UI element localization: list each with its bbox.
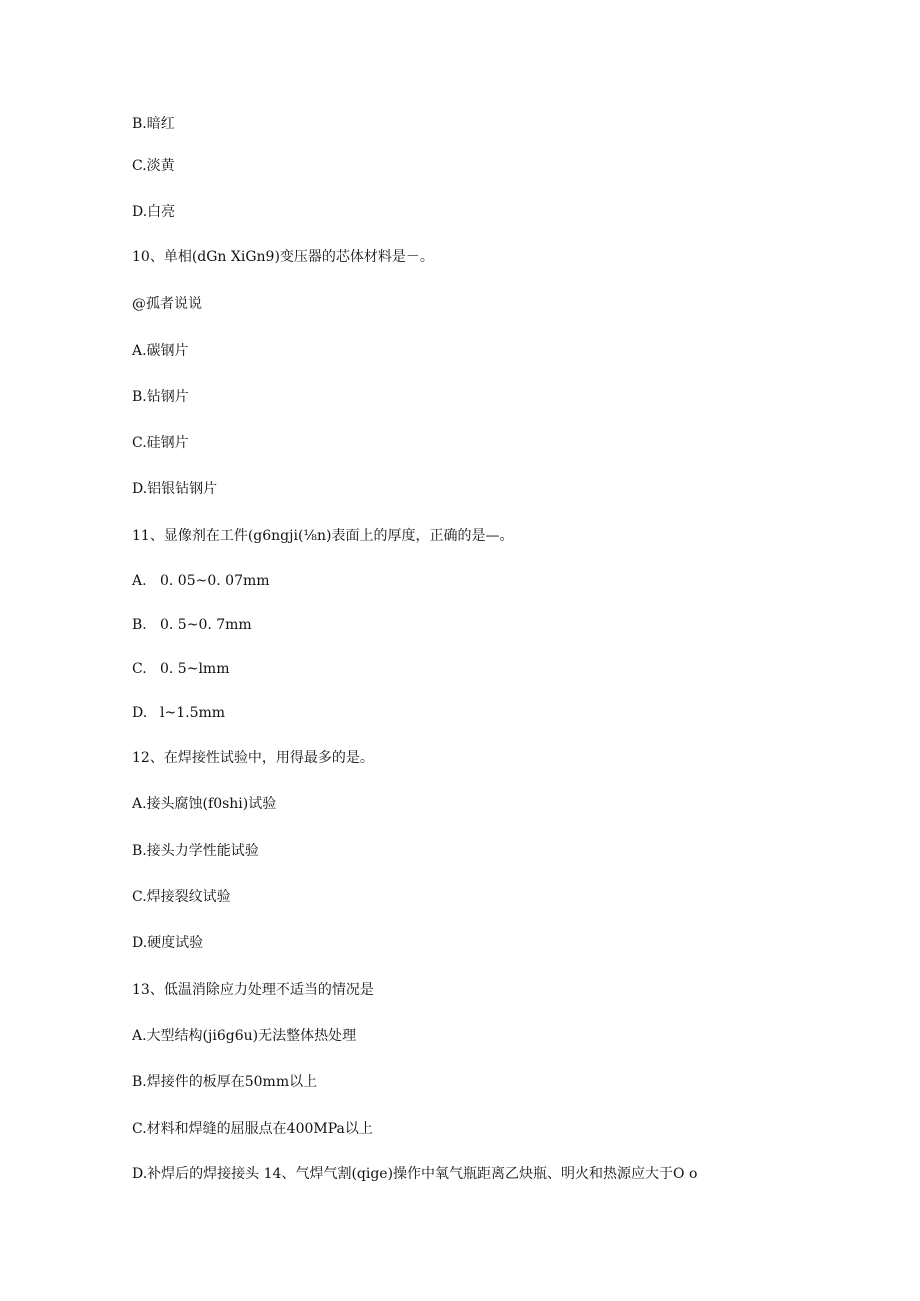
option-letter: B. [132,617,147,633]
q12-option-a: A.接头腐蚀(f0shi)试验 [132,796,277,812]
q11-option-b [132,616,252,634]
option-text: 0. 05~0. 07mm [160,573,270,589]
q13-option-a: A.大型结构(ji6g6u)无法整体热处理 [132,1028,357,1044]
q10-option-c: C.硅钢片 [132,435,189,451]
option-text: 0. 5~0. 7mm [160,617,252,633]
q11-option-c [132,660,229,678]
q13-option-b: B.焊接件的板厚在50mm以上 [132,1074,318,1090]
option-letter: C. [132,661,147,677]
q11-option-d [132,704,225,722]
q13-option-d-and-question-14: D.补焊后的焊接接头 14、气焊气割(qige)操作中氧气瓶距离乙炔瓶、明火和热源应大于O o [132,1166,698,1182]
q12-option-b: B.接头力学性能试验 [132,843,259,859]
question-13: 13、低温消除应力处理不适当的情况是 [132,982,374,998]
q13-option-c: C.材料和焊缝的屈服点在400MPa以上 [132,1121,373,1137]
option-b-dark-red: B.暗红 [132,116,175,132]
watermark-line: @孤者说说 [132,296,202,312]
q10-option-a: A.碳钢片 [132,343,189,359]
q11-option-a [132,572,270,590]
q12-option-d: D.硬度试验 [132,935,204,951]
option-d-bright-white: D.白亮 [132,204,176,220]
option-letter: A. [132,573,147,589]
question-11: 11、显像剂在工件(g6ngji(⅛n)表面上的厚度，正确的是—。 [132,528,514,544]
option-c-pale-yellow: C.淡黄 [132,158,175,174]
q10-option-b: B.钻钢片 [132,389,189,405]
question-10: 10、单相(dGn XiGn9)变压器的芯体材料是－。 [132,249,434,265]
question-12: 12、在焊接性试验中，用得最多的是。 [132,750,374,766]
option-text: l~1.5mm [160,705,226,721]
q10-option-d: D.铝银钻钢片 [132,481,218,497]
option-letter: D. [132,705,148,721]
option-text: 0. 5~lmm [160,661,230,677]
q12-option-c: C.焊接裂纹试验 [132,889,231,905]
